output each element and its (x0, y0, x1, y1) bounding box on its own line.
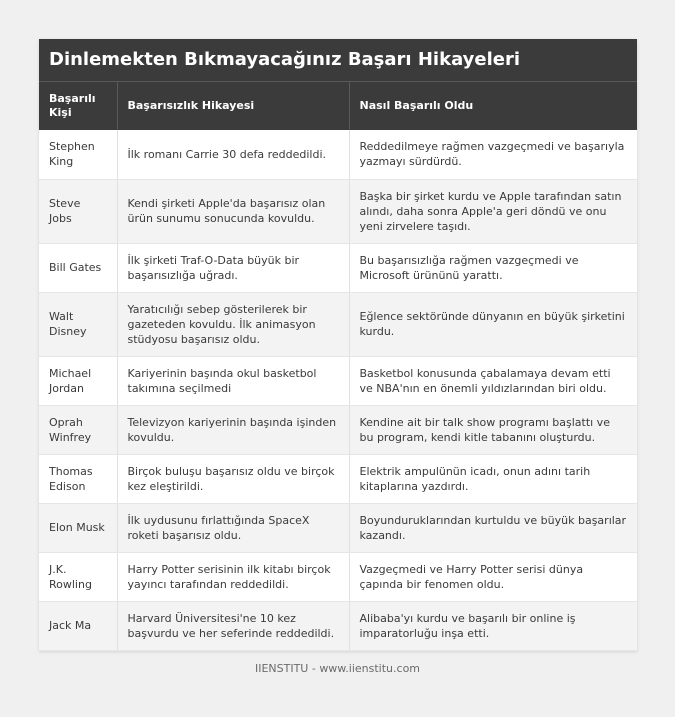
cell-failure: Yaratıcılığı sebep gösterilerek bir gazeteden kovuldu. İlk animasyon stüdyosu başarısız oldu. (117, 292, 349, 356)
table-row (39, 179, 637, 243)
column-header-success: Nasıl Başarılı Oldu (349, 82, 637, 131)
cell-failure: İlk şirketi Traf-O-Data büyük bir başarısızlığa uğradı. (117, 243, 349, 292)
cell-failure: Kariyerinin başında okul basketbol takımına seçilmedi (117, 356, 349, 405)
stories-card (39, 39, 637, 651)
table-row (39, 503, 637, 552)
cell-success: Vazgeçmedi ve Harry Potter serisi dünya çapında bir fenomen oldu. (349, 552, 637, 601)
cell-success: Elektrik ampulünün icadı, onun adını tarih kitaplarına yazdırdı. (349, 454, 637, 503)
cell-person: J.K. Rowling (39, 552, 117, 601)
cell-person: Jack Ma (39, 601, 117, 650)
table-title: Dinlemekten Bıkmayacağınız Başarı Hikayeleri (39, 39, 637, 81)
cell-failure: İlk uydusunu fırlattığında SpaceX roketi başarısız oldu. (117, 503, 349, 552)
table-row (39, 130, 637, 179)
cell-success: Kendine ait bir talk show programı başlattı ve bu program, kendi kitle tabanını oluşturdu. (349, 405, 637, 454)
cell-person: Walt Disney (39, 292, 117, 356)
column-header-failure: Başarısızlık Hikayesi (117, 82, 349, 131)
cell-success: Reddedilmeye rağmen vazgeçmedi ve başarıyla yazmayı sürdürdü. (349, 130, 637, 179)
cell-person: Michael Jordan (39, 356, 117, 405)
cell-success: Alibaba'yı kurdu ve başarılı bir online iş imparatorluğu inşa etti. (349, 601, 637, 650)
cell-person: Stephen King (39, 130, 117, 179)
cell-failure: Harvard Üniversitesi'ne 10 kez başvurdu ve her seferinde reddedildi. (117, 601, 349, 650)
table-row (39, 243, 637, 292)
table-row (39, 454, 637, 503)
cell-person: Thomas Edison (39, 454, 117, 503)
table-row (39, 356, 637, 405)
stories-table (39, 81, 637, 651)
table-row (39, 292, 637, 356)
table-row (39, 601, 637, 650)
cell-success: Boyunduruklarından kurtuldu ve büyük başarılar kazandı. (349, 503, 637, 552)
cell-success: Başka bir şirket kurdu ve Apple tarafından satın alındı, daha sonra Apple'a geri döndü ve onu yeni zirvelere taşıdı. (349, 179, 637, 243)
cell-person: Steve Jobs (39, 179, 117, 243)
cell-failure: İlk romanı Carrie 30 defa reddedildi. (117, 130, 349, 179)
cell-person: Oprah Winfrey (39, 405, 117, 454)
cell-person: Elon Musk (39, 503, 117, 552)
column-header-person: Başarılı Kişi (39, 82, 117, 131)
cell-failure: Birçok buluşu başarısız oldu ve birçok kez eleştirildi. (117, 454, 349, 503)
cell-success: Bu başarısızlığa rağmen vazgeçmedi ve Microsoft ürününü yarattı. (349, 243, 637, 292)
table-row (39, 552, 637, 601)
cell-failure: Kendi şirketi Apple'da başarısız olan ürün sunumu sonucunda kovuldu. (117, 179, 349, 243)
cell-success: Eğlence sektöründe dünyanın en büyük şirketini kurdu. (349, 292, 637, 356)
table-row (39, 405, 637, 454)
cell-success: Basketbol konusunda çabalamaya devam etti ve NBA'nın en önemli yıldızlarından biri oldu. (349, 356, 637, 405)
table-header-row (39, 82, 637, 131)
footer-credit: IIENSTITU - www.iienstitu.com (254, 662, 421, 675)
cell-person: Bill Gates (39, 243, 117, 292)
cell-failure: Televizyon kariyerinin başında işinden kovuldu. (117, 405, 349, 454)
cell-failure: Harry Potter serisinin ilk kitabı birçok yayıncı tarafından reddedildi. (117, 552, 349, 601)
